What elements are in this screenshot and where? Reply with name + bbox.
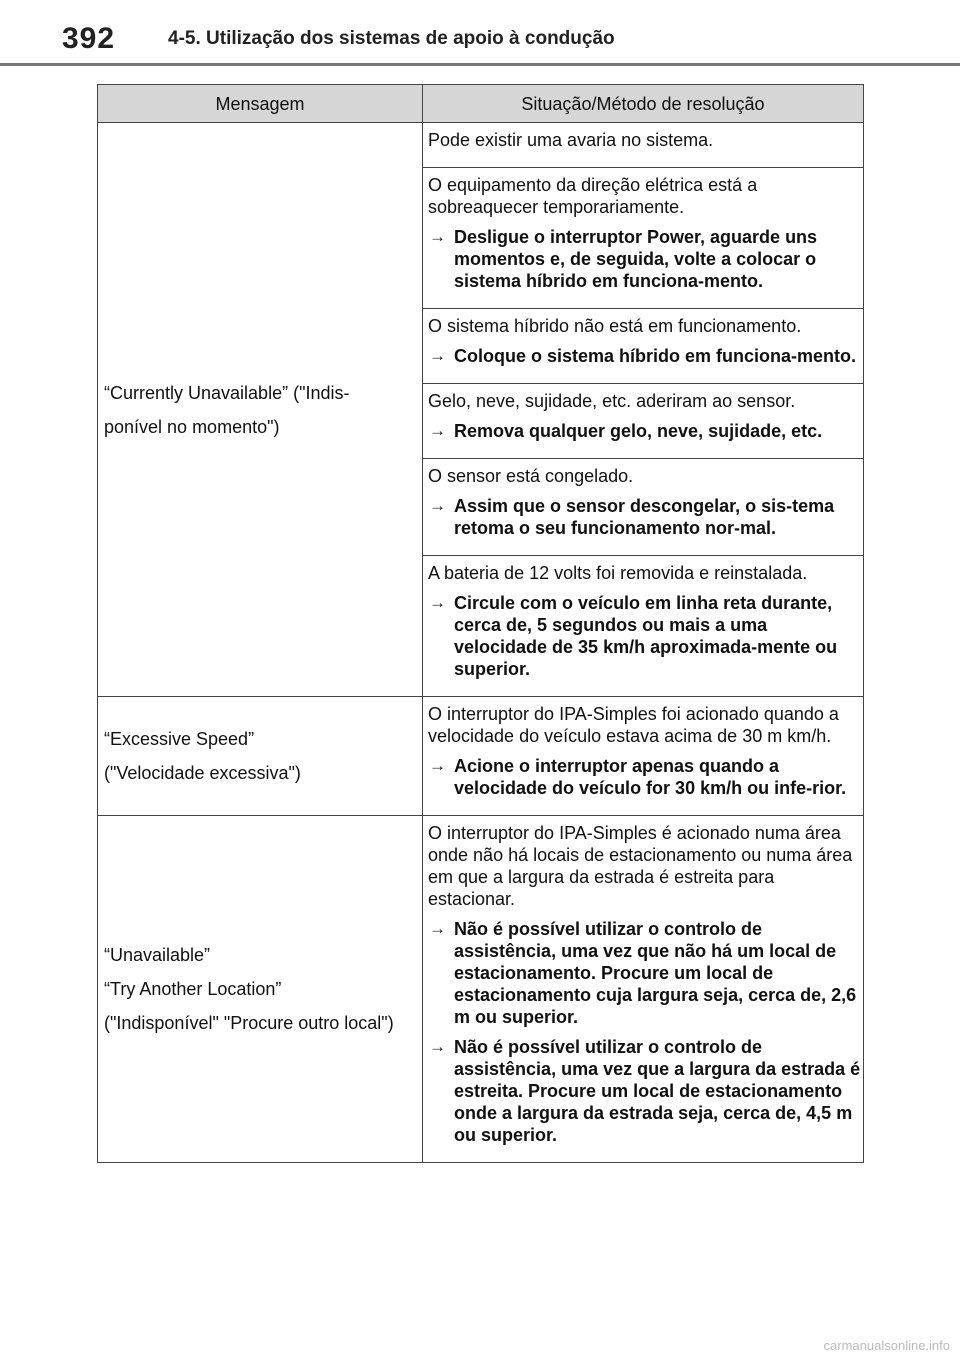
situation-cell [423,459,864,556]
message-cell [98,697,423,816]
section-title: 4-5. Utilização dos sistemas de apoio à condução [168,28,615,49]
watermark-text: carmanualsonline.info [823,1338,950,1353]
resolution-step [428,345,863,367]
column-header-situation: Situação/Método de resolução [423,85,864,123]
column-header-message: Mensagem [98,85,423,123]
table-row [98,123,864,168]
resolution-text: Coloque o sistema híbrido em funciona-mento. [454,346,857,366]
table-row [98,816,864,1163]
message-text: “Unavailable” [104,945,211,965]
situation-cell [423,309,864,384]
arrow-right-icon: → [429,756,446,775]
situation-text: O sistema híbrido não está em funcionamento. [428,316,802,336]
table-row [98,697,864,816]
situation-cell [423,556,864,697]
situation-cell [423,697,864,816]
situation-text: O interruptor do IPA-Simples é acionado numa área onde não há locais de estacionamento ou numa área em que a largura da estrada é estreita para estacionar. [428,823,853,909]
situation-text: Gelo, neve, sujidade, etc. aderiram ao sensor. [428,391,796,411]
resolution-text: Não é possível utilizar o controlo de assistência, uma vez que não há um local de estacionamento. Procure um local de estacionamento cuja largura seja, cerca de, 2,6 m ou superior. [454,919,857,1027]
resolution-text: Remova qualquer gelo, neve, sujidade, etc. [454,421,823,441]
arrow-right-icon: → [429,346,446,365]
arrow-right-icon: → [429,421,446,440]
resolution-step [428,420,863,442]
situation-text: O sensor está congelado. [428,466,634,486]
arrow-right-icon: → [429,1037,446,1056]
resolution-step [428,495,863,539]
situation-cell [423,384,864,459]
page-number: 392 [62,22,116,55]
resolution-step [428,918,863,1028]
message-text: ("Indisponível" "Procure outro local") [104,1013,394,1033]
resolution-step [428,226,863,292]
message-text: ponível no momento") [104,416,280,437]
message-table [97,84,864,1163]
situation-cell [423,123,864,168]
situation-text: O equipamento da direção elétrica está a sobreaquecer temporariamente. [428,175,758,217]
arrow-right-icon: → [429,919,446,938]
page-header [0,0,960,66]
message-text: “Currently Unavailable” ("Indis- [104,382,350,403]
resolution-text: Não é possível utilizar o controlo de assistência, uma vez que a largura da estrada é estreita. Procure um local de estacionamento onde a largura da estrada seja, cerca de, 4,5 m ou superior. [454,1037,861,1145]
situation-text: Pode existir uma avaria no sistema. [428,130,714,150]
table-header-row [98,85,864,123]
arrow-right-icon: → [429,496,446,515]
message-text: “Try Another Location” [104,979,282,999]
message-text: “Excessive Speed” [104,729,255,749]
resolution-text: Circule com o veículo em linha reta durante, cerca de, 5 segundos ou mais a uma velocidade de 35 km/h aproximada-mente ou superior. [454,593,838,679]
resolution-step [428,755,863,799]
resolution-text: Desligue o interruptor Power, aguarde uns momentos e, de seguida, volte a colocar o sistema híbrido em funciona-mento. [454,227,818,291]
header-divider [0,63,960,66]
situation-text: A bateria de 12 volts foi removida e reinstalada. [428,563,808,583]
situation-cell [423,816,864,1163]
situation-text: O interruptor do IPA-Simples foi acionado quando a velocidade do veículo estava acima de 30 m km/h. [428,704,839,746]
arrow-right-icon: → [429,227,446,246]
resolution-step [428,592,863,680]
resolution-text: Assim que o sensor descongelar, o sis-tema retoma o seu funcionamento nor-mal. [454,496,835,538]
resolution-step [428,1036,863,1146]
table-body [98,123,864,1163]
message-cell [98,816,423,1163]
message-cell [98,123,423,697]
resolution-text: Acione o interruptor apenas quando a velocidade do veículo for 30 km/h ou infe-rior. [454,756,847,798]
situation-cell [423,168,864,309]
message-text: ("Velocidade excessiva") [104,763,301,783]
arrow-right-icon: → [429,593,446,612]
